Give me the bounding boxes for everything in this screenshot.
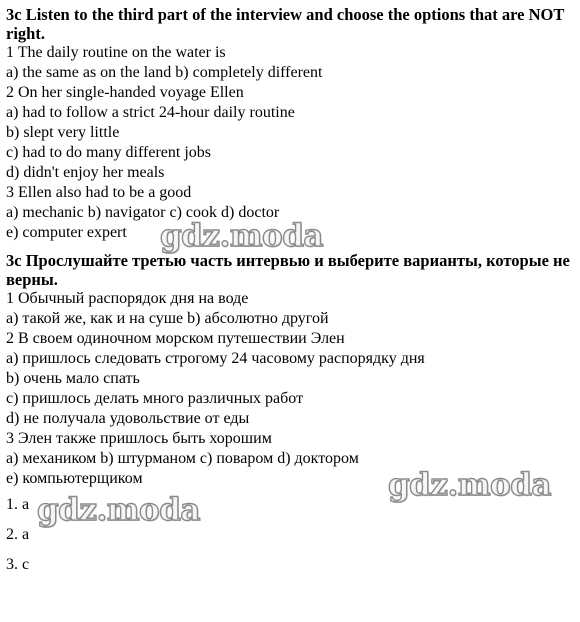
english-line-2: a) the same as on the land b) completely different [6,64,323,81]
russian-line-3: 2 В своем одиночном морском путешествии Элен [6,330,345,347]
english-line-6: c) had to do many different jobs [6,144,211,161]
russian-line-7: d) не получала удовольствие от еды [6,410,250,427]
english-line-7: d) didn't enjoy her meals [6,164,165,181]
english-heading: 3c Listen to the third part of the interview and choose the options that are NOT right. [6,5,565,43]
english-line-8: 3 Ellen also had to be a good [6,184,192,201]
russian-heading: 3c Прослушайте третью часть интервью и выберите варианты, которые не верны. [6,251,570,289]
russian-section [6,251,574,489]
russian-line-4: a) пришлось следовать строгому 24 часовому распорядку дня [6,350,425,367]
watermark-logo: gdz.moda [388,467,551,503]
russian-line-10: e) компьютерщиком [6,470,143,487]
answers-section [6,492,574,575]
russian-line-1: 1 Обычный распорядок дня на воде [6,290,249,307]
answer-2: 2. a [6,526,30,543]
russian-line-8: 3 Элен также пришлось быть хорошим [6,430,272,447]
english-line-4: a) had to follow a strict 24-hour daily routine [6,104,295,121]
english-line-1: 1 The daily routine on the water is [6,44,226,61]
english-line-9: a) mechanic b) navigator c) cook d) doctor [6,204,280,221]
answer-3: 3. c [6,556,30,573]
english-section [6,5,574,243]
exercise-page [6,5,574,585]
russian-line-6: c) пришлось делать много различных работ [6,390,304,407]
answer-1: 1. a [6,496,30,513]
english-line-3: 2 On her single-handed voyage Ellen [6,84,244,101]
watermark-logo: gdz.moda [37,492,200,528]
russian-line-9: a) механиком b) штурманом c) поваром d) доктором [6,450,359,467]
english-line-5: b) slept very little [6,124,120,141]
watermark-logo: gdz.moda [160,218,323,254]
english-line-10: e) computer expert [6,224,127,241]
russian-line-5: b) очень мало спать [6,370,140,387]
russian-line-2: a) такой же, как и на суше b) абсолютно другой [6,310,329,327]
